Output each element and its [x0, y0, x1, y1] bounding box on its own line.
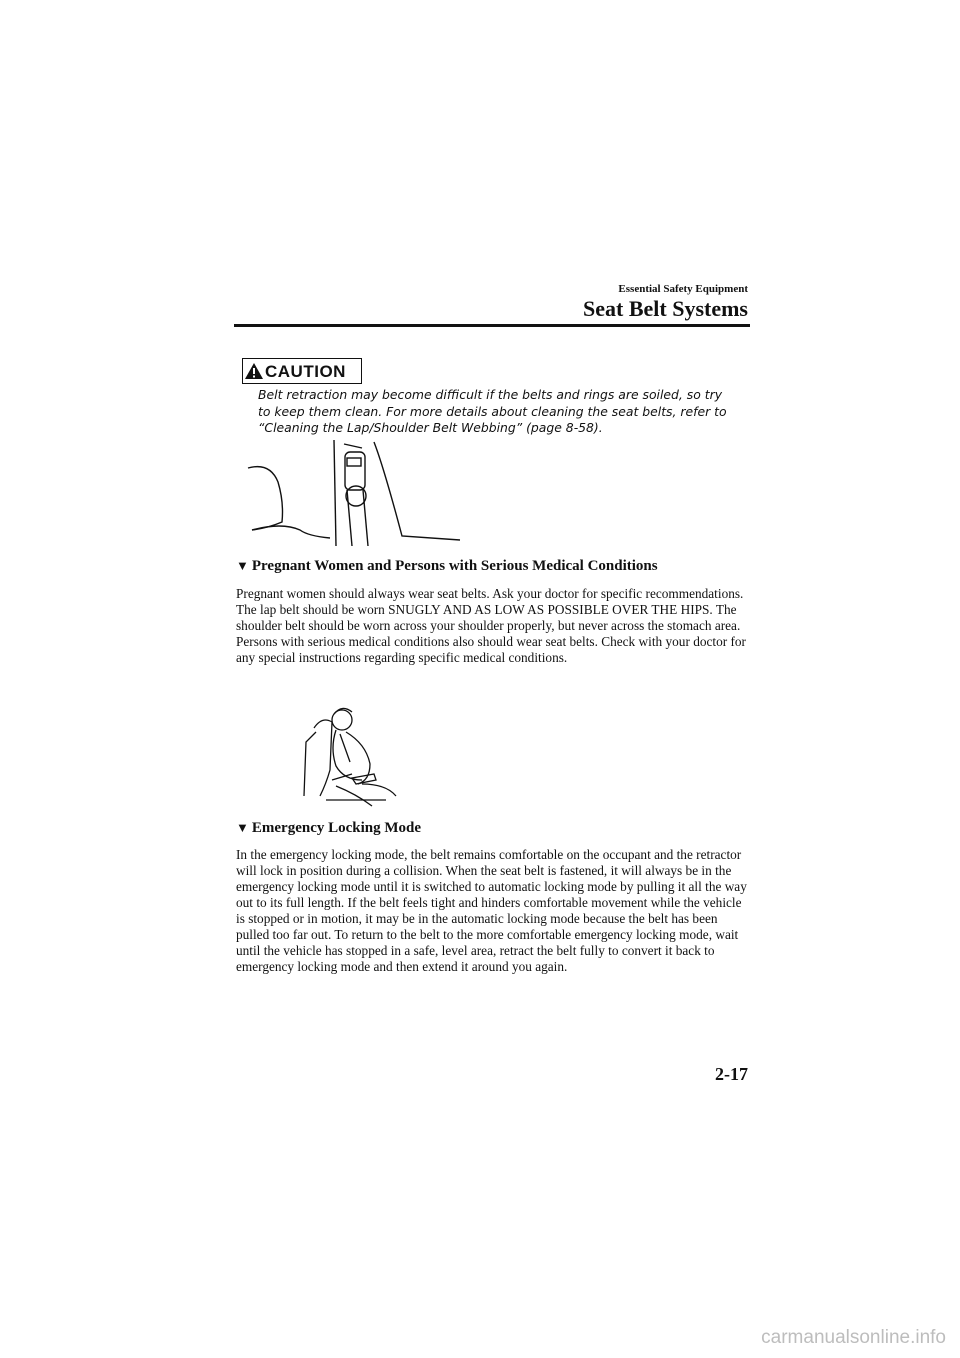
caution-text: Belt retraction may become difficult if the belts and rings are soiled, so try to keep them clean. For more details about cleaning the seat belts, refer to “Cleaning the Lap/Shoulder Belt Webbing” (page 8-58). — [258, 387, 727, 435]
section-body-pregnant — [236, 586, 750, 666]
watermark: carmanualsonline.info — [761, 1327, 946, 1348]
section-heading-pregnant — [236, 558, 658, 575]
paragraph: In the emergency locking mode, the belt remains comfortable on the occupant and the retractor will lock in position during a collision. When the seat belt is fastened, it will always be in the emergency locking mode until it is switched to automatic locking mode by pulling it all the way out to its full length. If the belt feels tight and hinders comfortable movement while the vehicle is stopped or in motion, it may be in the automatic locking mode because the belt has been pulled too far out. To return to the belt to the more comfortable emergency locking mode, wait until the vehicle has stopped in a safe, level area, retract the belt fully to convert it back to emergency locking mode and then extend it around you again. — [236, 847, 747, 974]
paragraph: Persons with serious medical conditions also should wear seat belts. Check with your doctor for any special instructions regarding specific medical conditions. — [236, 634, 746, 665]
triangle-marker-icon: ▼ — [236, 820, 249, 835]
page-number: 2-17 — [715, 1064, 748, 1084]
section-heading-text: Pregnant Women and Persons with Serious Medical Conditions — [251, 558, 658, 574]
section-heading-emergency-locking — [236, 820, 421, 837]
paragraph: Pregnant women should always wear seat belts. Ask your doctor for specific recommendations. — [236, 586, 744, 601]
page-title: Seat Belt Systems — [583, 296, 748, 321]
section-heading-text: Emergency Locking Mode — [251, 820, 422, 836]
paragraph: The lap belt should be worn SNUGLY AND AS LOW AS POSSIBLE OVER THE HIPS. The shoulder belt should be worn across your shoulder properly, but never across the stomach area. — [236, 602, 741, 633]
caution-badge — [242, 358, 362, 384]
section-body-emergency-locking — [236, 847, 750, 975]
pregnant-woman-seatbelt-illustration — [296, 700, 416, 810]
header-section-label: Essential Safety Equipment — [618, 283, 748, 295]
triangle-marker-icon: ▼ — [236, 558, 249, 573]
header-divider — [234, 324, 750, 327]
caution-label: CAUTION — [265, 362, 346, 381]
seat-belt-ring-illustration — [244, 438, 474, 548]
warning-icon — [244, 362, 264, 380]
